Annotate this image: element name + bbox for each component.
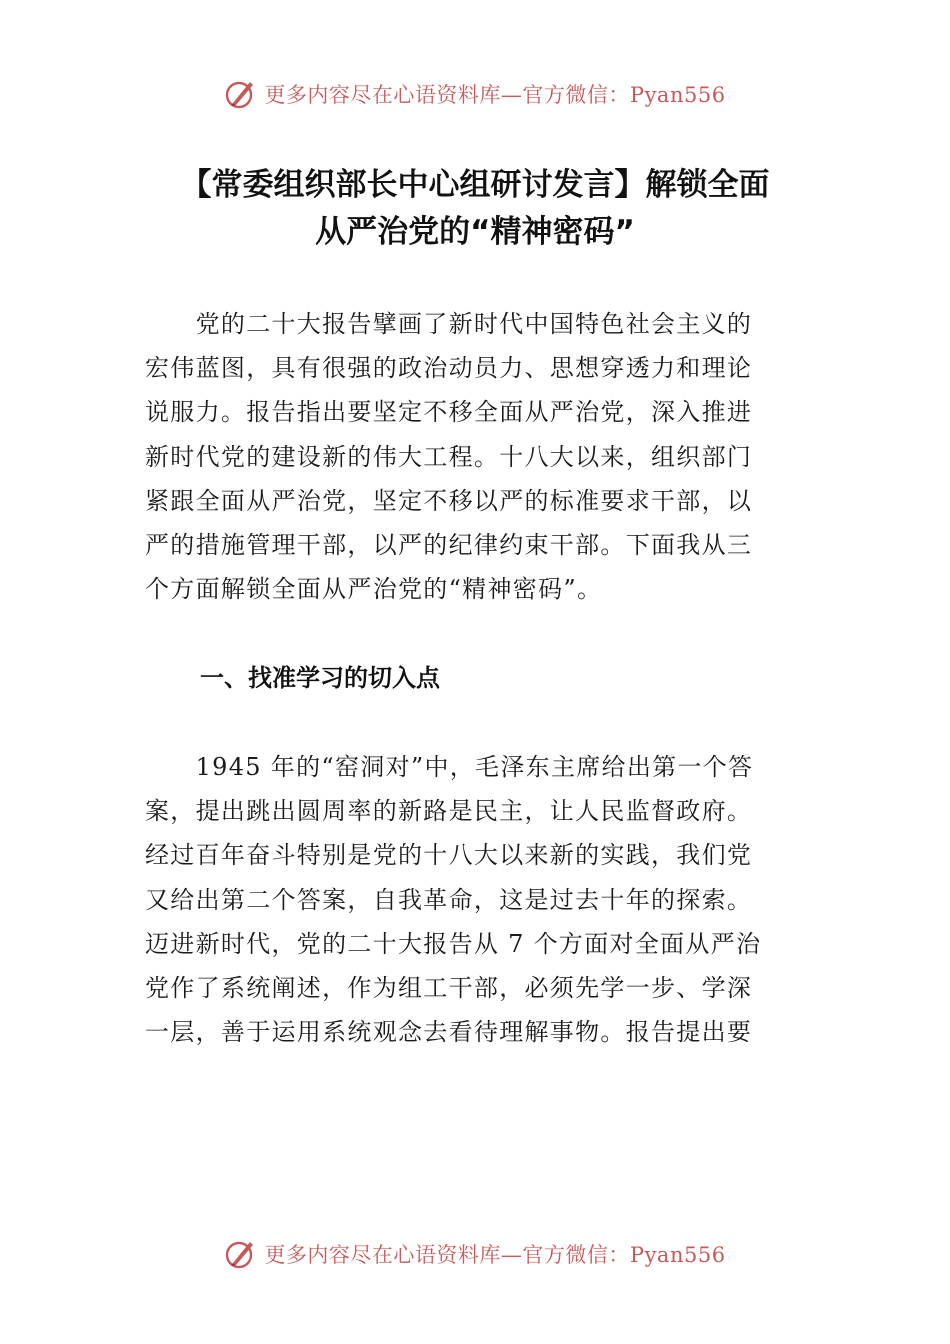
paragraph-line: 个方面解锁全面从严治党的“精神密码”。 — [145, 575, 603, 604]
paragraph-intro — [145, 302, 810, 611]
paragraph-line: 新时代党的建设新的伟大工程。十八大以来，组织部门 — [145, 442, 753, 471]
paragraph-line: 党作了系统阐述，作为组工干部，必须先学一步、学深 — [145, 974, 753, 1003]
section-heading-1: 一、找准学习的切入点 — [200, 664, 440, 692]
paragraph-line: 又给出第二个答案，自我革命，这是过去十年的探索。 — [145, 885, 753, 914]
paragraph-line: 紧跟全面从严治党，坚定不移以严的标准要求干部，以 — [145, 486, 753, 515]
paragraph-line: 案，提出跳出圆周率的新路是民主，让人民监督政府。 — [145, 797, 753, 826]
footer-banner — [0, 1234, 950, 1274]
title-line-1: 【常委组织部长中心组研讨发言】解锁全面 — [180, 167, 770, 203]
document-title — [110, 162, 840, 256]
paragraph-line: 经过百年奋斗特别是党的十八大以来新的实践，我们党 — [145, 841, 753, 870]
pen-circle-logo-icon — [224, 1237, 258, 1271]
paragraph-line: 说服力。报告指出要坚定不移全面从严治党，深入推进 — [145, 398, 753, 427]
paragraph-line: 迈进新时代，党的二十大报告从 7 个方面对全面从严治 — [145, 929, 762, 958]
paragraph-line: 一层，善于运用系统观念去看待理解事物。报告提出要 — [145, 1018, 753, 1047]
paragraph-line: 1945 年的“窑洞对”中，毛泽东主席给出第一个答 — [145, 753, 754, 781]
paragraph-line: 严的措施管理干部，以严的纪律约束干部。下面我从三 — [145, 531, 753, 560]
title-line-2: 从严治党的“精神密码” — [315, 214, 635, 250]
paragraph-line: 党的二十大报告擘画了新时代中国特色社会主义的 — [145, 310, 753, 338]
paragraph-line: 宏伟蓝图，具有很强的政治动员力、思想穿透力和理论 — [145, 354, 753, 383]
header-banner — [0, 74, 950, 114]
banner-text: 更多内容尽在心语资料库—官方微信：Pyan556 — [264, 83, 726, 107]
paragraph-section-1 — [145, 745, 810, 1054]
banner-text: 更多内容尽在心语资料库—官方微信：Pyan556 — [264, 1243, 726, 1267]
pen-circle-logo-icon — [224, 77, 258, 111]
